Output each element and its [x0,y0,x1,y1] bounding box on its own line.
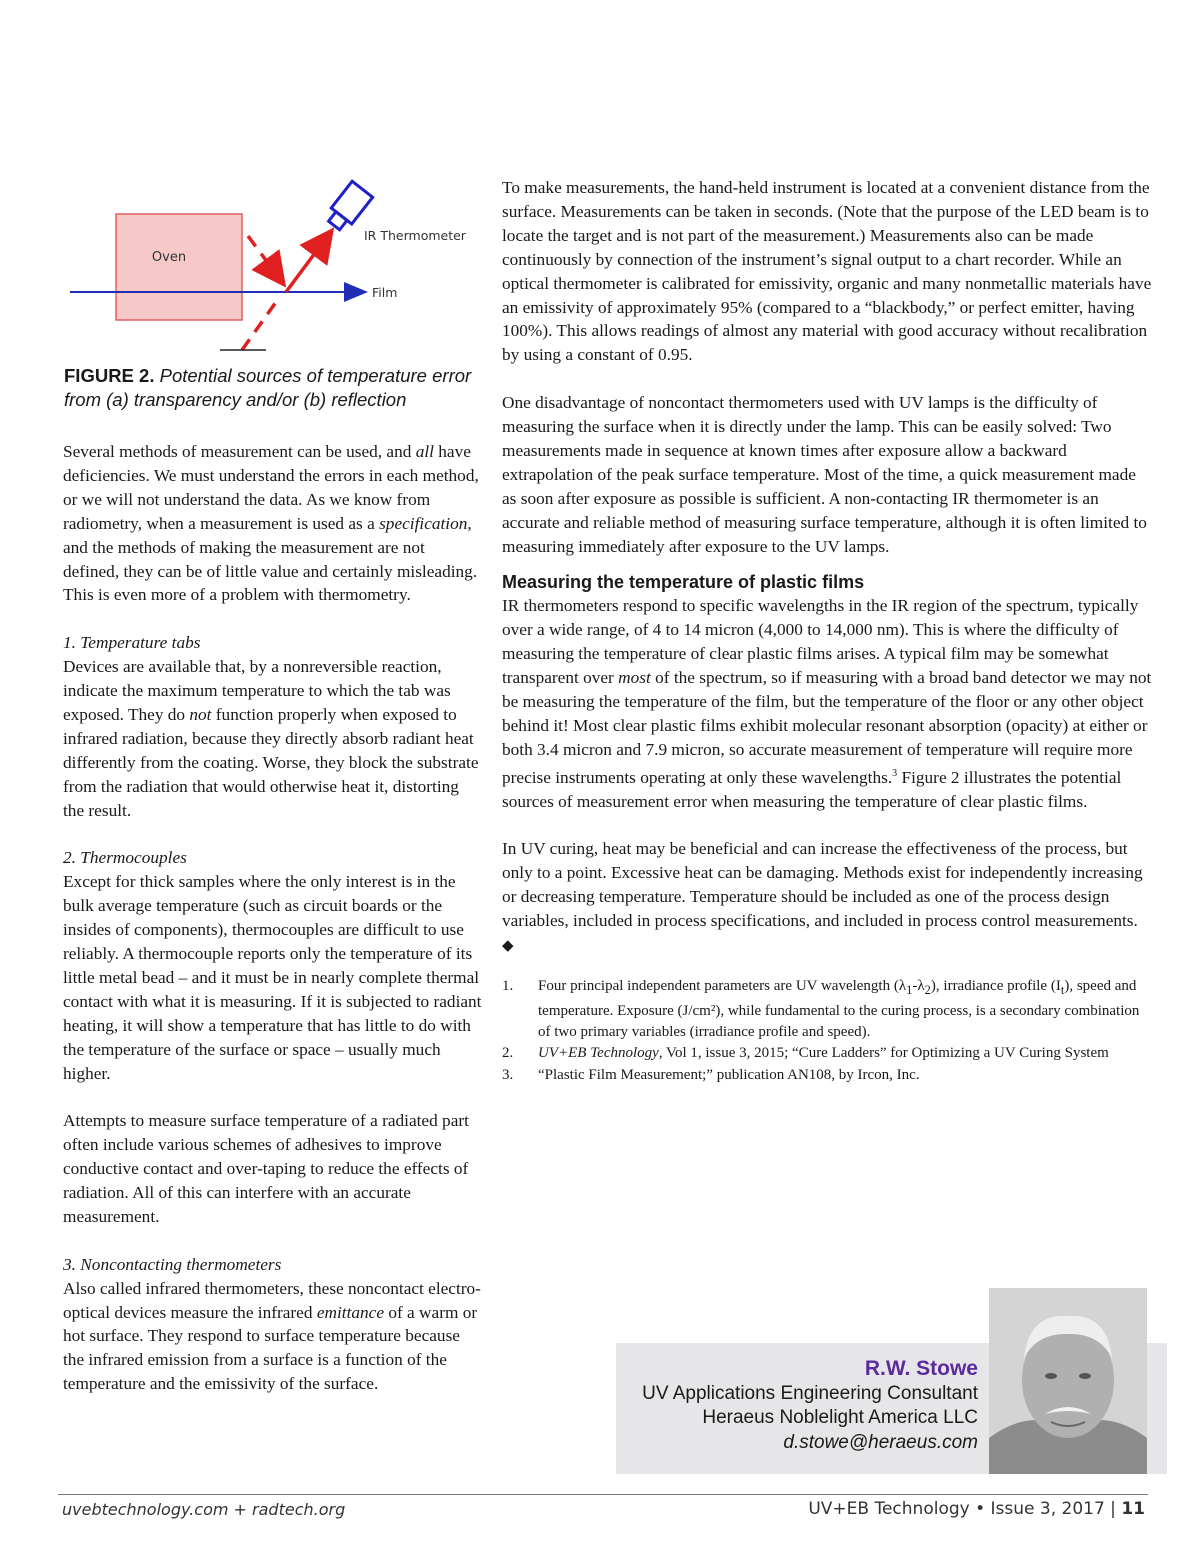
noncontacting-paragraph: Also called infrared thermometers, these noncontact electro-optical devices measure the infrared emittance of a warm or hot surface. They respond to surface temperature because the infrared emission from a surface is a function of the temperature and the emissivity of the surface. [63,1278,481,1394]
disadvantage-paragraph: One disadvantage of noncontact thermometers used with UV lamps is the difficulty of measuring the surface when it is directly under the lamp. This can be easily solved: Two measurements made in sequence at known times after exposure allow a backward extrapolation of the peak surface temperature. Most of the time, a quick measurement made as soon after exposure as possible is sufficient. A non-contacting IR thermometer is an accurate and reliable method of measuring surface temperature, although it is often limited to measuring immediately after exposure to the UV lamps. [502,393,1147,556]
author-company: Heraeus Noblelight America LLC [702,1407,978,1428]
oven-box [116,214,242,320]
author-info [600,1357,978,1455]
footnote-3: 3. “Plastic Film Measurement;” publication AN108, by Ircon, Inc. [502,1066,920,1083]
section-heading: Measuring the temperature of plastic films [502,572,865,593]
thermocouples-paragraph: Except for thick samples where the only interest is in the bulk average temperature (such as circuit boards or the insides of components), thermocouples are difficult to use reliably. A thermocouple reports only the temperature of its little metal bead – and it must be in nearly complete thermal contact with what it is measuring. If it is subjected to radiant heating, it will show a temperature that has little to do with the temperature of the surface or space – usually much higher. [63,872,482,1083]
reflection-diagram [64,178,484,358]
footer-websites[interactable]: uvebtechnology.com + radtech.org [62,1500,346,1519]
footer-rule [58,1494,1148,1495]
attempts-paragraph: Attempts to measure surface temperature of a radiated part often include various schemes of adhesives to improve conductive contact and over-taping to reduce the effects of radiation. All of this can interfere with an accurate measurement. [63,1111,469,1226]
emission-arrow [286,233,330,292]
transmission-dash [242,302,276,350]
ir-thermometer-label: IR Thermometer [364,228,466,243]
thermometer-body [331,181,372,224]
author-title: UV Applications Engineering Consultant [642,1382,978,1404]
end-mark-icon: ◆ [502,935,514,954]
film-label: Film [372,285,398,300]
footnote-ref: 3 [892,767,898,779]
author-name: R.W. Stowe [864,1357,978,1380]
footnote-1: 1. Four principal independent parameters are UV wavelength $(\lambda_1-\lambda_2)$, irradiance profile $(I_t)$, speed and temperature. Exposure (J/cm²), while fundamental to the curing process, is a secondary combination of two primary variables (irradiance profile and speed). [502,977,1140,1041]
thermocouples-heading: 2. Thermocouples [63,848,187,868]
temperature-tabs-heading: 1. Temperature tabs [63,633,201,653]
page-number: 11 [1121,1499,1145,1519]
noncontacting-heading: 3. Noncontacting thermometers [63,1254,282,1274]
figure-caption [64,364,494,411]
thermometer-icon [324,181,373,233]
oven-label: Oven [151,250,187,265]
left-column [63,440,483,1396]
right-column [502,176,1152,1086]
author-photo [989,1288,1147,1474]
figure-diagram [64,178,484,358]
figure-caption-text: Potential sources of temperature error from (a) transparency and/or (b) reflection [64,365,472,410]
uv-curing-paragraph: In UV curing, heat may be beneficial and can increase the effectiveness of the process, but only to a point. Excessive heat can be damaging. Methods exist for independently increasing or decreasing temperature. Temperature should be included as one of the process design variables, included in process specifications, and included in process control measurements. ◆ [502,839,1143,954]
footnotes [502,976,1152,1086]
footnote-2: 2. UV+EB Technology, Vol 1, issue 3, 2015; “Cure Ladders” for Optimizing a UV Curing System [502,1045,1109,1062]
author-email[interactable]: d.stowe@heraeus.com [783,1431,978,1453]
reflection-arrow [248,236,282,282]
temperature-tabs-paragraph: Devices are available that, by a nonreversible reaction, indicate the maximum temperature to which the tab was exposed. They do not function properly when exposed to infrared radiation, because they directly absorb radiant heat differently from the coating. Worse, they block the substrate from the radiation that would otherwise heat it, distorting the result. [63,657,479,820]
footer-publication: UV+EB Technology • Issue 3, 2017 | 11 [808,1499,1145,1519]
intro-paragraph: Several methods of measurement can be used, and all have deficiencies. We must understand the errors in each method, or we will not understand the data. As we know from radiometry, when a measurement is used as a specification, and the methods of making the measurement are not defined, they can be of little value and certainly misleading. This is even more of a problem with thermometry. [63,442,479,605]
measurement-paragraph: To make measurements, the hand-held instrument is located at a convenient distance from the surface. Measurements can be taken in seconds. (Note that the purpose of the LED beam is to locate the target and is not part of the measurement.) Measurements also can be made continuously by connection of the instrument’s signal output to a chart recorder. While an optical thermometer is calibrated for emissivity, organic and many nonmetallic materials have an emissivity of approximately 95% (compared to a “blackbody,” or perfect emitter, having 100%). This allows readings of almost any material with good accuracy without recalibration by using a constant of 0.95. [502,178,1152,365]
figure-label: FIGURE 2. [64,365,155,386]
plastic-films-paragraph: IR thermometers respond to specific wavelengths in the IR region of the spectrum, typically over a wide range, of 4 to 14 micron (4,000 to 14,000 nm). This is where the difficulty of measuring the temperature of clear plastic films arises. A typical film may be somewhat transparent over most of the spectrum, so if measuring with a broad band detector we may not be measuring the temperature of the film, but the temperature of the floor or any other object behind it! Most clear plastic films exhibit molecular resonant absorption (opacity) at either or both 3.4 micron and 7.9 micron, so accurate measurement of temperature will require more precise instruments operating at only these wavelengths.$^3$ Figure 2 illustrates the potential sources of measurement error when measuring the temperature of clear plastic films. [502,596,1152,811]
thermometer-lens [329,212,347,230]
